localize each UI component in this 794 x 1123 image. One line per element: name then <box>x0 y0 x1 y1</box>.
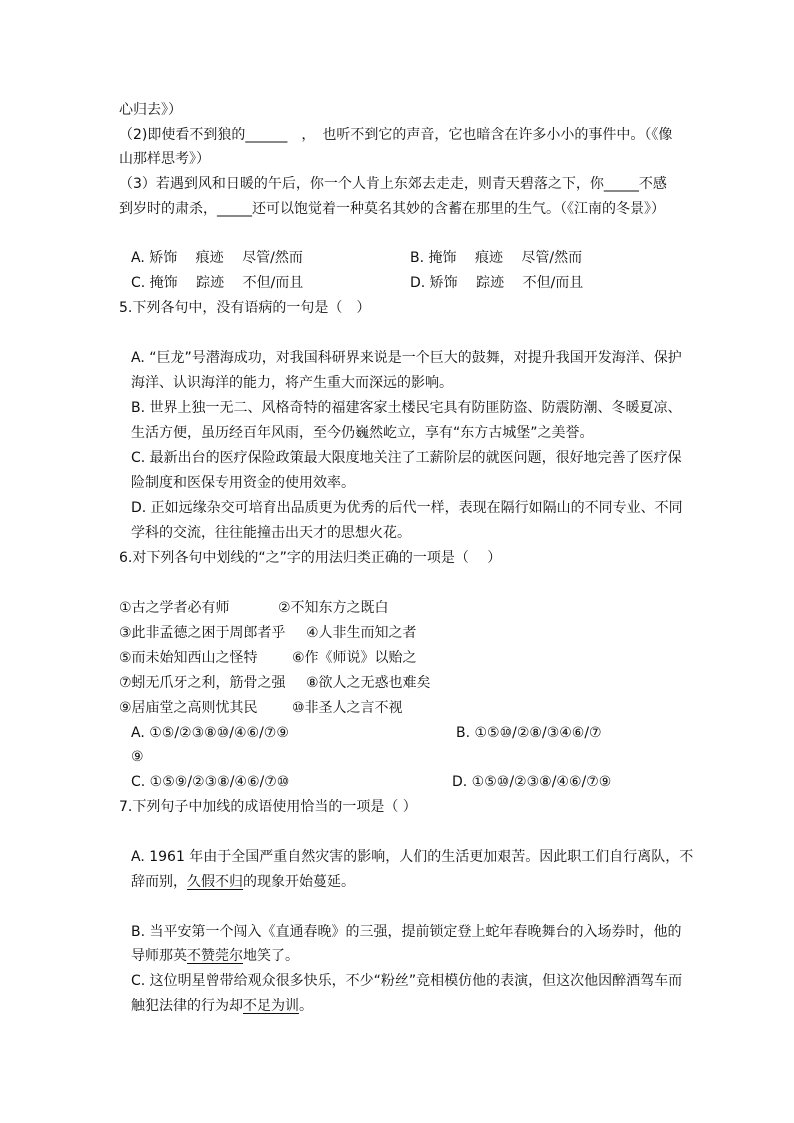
q7-option-b-line-2 <box>131 946 299 966</box>
q5-option-a-line-2: 海洋、认识海洋的能力，将产生重大而深远的影响。 <box>131 375 453 391</box>
q7-option-a-line-1: A. 1961 年由于全国严重自然灾害的影响，人们的生活更加艰苦。因此职工们自行离队，不 <box>131 849 694 865</box>
q6-option-d: D. ①⑤⑩/②③⑧/④⑥/⑦⑨ <box>452 774 612 790</box>
q6-item: ④人非生而知之者 <box>306 625 417 641</box>
q6-item: ⑥作《师说》以贻之 <box>292 650 417 666</box>
q4-option-c: C. 掩饰 踪迹 不但/而且 <box>131 275 304 291</box>
q7-stem: 7.下列句子中加线的成语使用恰当的一项是（ ） <box>119 799 417 815</box>
q6-item: ③此非孟德之困于周郎者乎 <box>119 625 286 641</box>
q7-option-a-line-2 <box>131 872 355 892</box>
q7-b-text: 地笑了。 <box>243 948 299 964</box>
q6-item: ②不知东方之既白 <box>278 600 389 616</box>
q7-b-text: 导师那英 <box>131 948 187 964</box>
q4-line-4: （3）若遇到风和日暖的午后，你一个人肯上东郊去走走，则青天碧落之下，你_____不感 <box>119 176 667 192</box>
q6-item: ⑦蚓无爪牙之利，筋骨之强 <box>119 675 286 691</box>
q7-a-idiom: 久假不归 <box>187 874 243 890</box>
q7-a-text: 辞而别， <box>131 874 187 890</box>
q7-option-c-line-1: C. 这位明星曾带给观众很多快乐，不少“粉丝”竞相模仿他的表演，但这次他因醉酒驾车而 <box>131 973 683 989</box>
q5-option-d-line-2: 学科的交流，往往能撞击出天才的思想火花。 <box>131 525 411 541</box>
q6-item: ⑧欲人之无惑也难矣 <box>306 675 431 691</box>
q7-c-idiom: 不足为训 <box>243 998 299 1014</box>
q6-option-c: C. ①⑤⑨/②③⑧/④⑥/⑦⑩ <box>131 774 290 790</box>
q6-stem: 6.对下列各句中划线的“之”字的用法归类正确的一项是（ ） <box>119 550 502 566</box>
q5-option-d-line-1: D. 正如远缘杂交可培育出品质更为优秀的后代一样，表现在隔行如隔山的不同专业、不同 <box>131 500 683 516</box>
q6-item: ⑨居庙堂之高则忧其民 <box>119 700 258 716</box>
q5-option-c-line-1: C. 最新出台的医疗保险政策最大限度地关注了工薪阶层的就医问题，很好地完善了医疗保 <box>131 450 682 466</box>
q6-item: ①古之学者必有师 <box>119 600 230 616</box>
q5-option-b-line-1: B. 世界上独一无二、风格奇特的福建客家土楼民宅具有防匪防盗、防震防潮、冬暖夏凉、 <box>131 400 682 416</box>
q7-option-b-line-1: B. 当平安第一个闯入《直通春晚》的三强，提前锁定登上蛇年春晚舞台的入场券时，他的 <box>131 924 682 940</box>
q6-item: ⑩非圣人之言不视 <box>292 700 403 716</box>
q7-a-text: 的现象开始蔓延。 <box>243 874 355 890</box>
q4-line-2: （2)即使看不到狼的______ ， 也听不到它的声音，它也暗含在许多小小的事件中。（《像 <box>119 127 673 143</box>
q5-option-c-line-2: 险制度和医保专用资金的使用效率。 <box>131 475 355 491</box>
q6-item: ⑤而未始知西山之怪特 <box>119 650 258 666</box>
q7-c-text: 触犯法律的行为却 <box>131 998 243 1014</box>
q4-line-5: 到岁时的肃杀，_____还可以饱觉着一种莫名其妙的含蓄在那里的生气。（《江南的冬景》） <box>119 201 665 217</box>
q5-option-a-line-1: A. “巨龙”号潜海成功，对我国科研界来说是一个巨大的鼓舞，对提升我国开发海洋、保护 <box>131 350 682 366</box>
q4-line-1: 心归去》） <box>119 102 182 118</box>
q6-option-b-line-1: B. ①⑤⑩/②⑧/③④⑥/⑦ <box>456 725 602 741</box>
q7-option-c-line-2 <box>131 996 313 1016</box>
q4-option-a: A. 矫饰 痕迹 尽管/然而 <box>131 250 303 266</box>
q6-option-a: A. ①⑤/②③⑧⑩/④⑥/⑦⑨ <box>131 725 289 741</box>
q5-option-b-line-2: 生活方便，虽历经百年风雨，至今仍巍然屹立，享有“东方古城堡”之美誉。 <box>131 425 594 441</box>
q4-option-b: B. 掩饰 痕迹 尽管/然而 <box>410 250 583 266</box>
q7-c-text: 。 <box>299 998 313 1014</box>
q7-b-idiom: 不赞莞尔 <box>187 948 243 964</box>
q6-option-b-line-2: ⑨ <box>131 749 144 765</box>
q4-option-d: D. 矫饰 踪迹 不但/而且 <box>410 275 584 291</box>
q5-stem: 5.下列各句中，没有语病的一句是（ ） <box>119 300 371 316</box>
q4-line-3: 山那样思考》） <box>119 151 210 167</box>
